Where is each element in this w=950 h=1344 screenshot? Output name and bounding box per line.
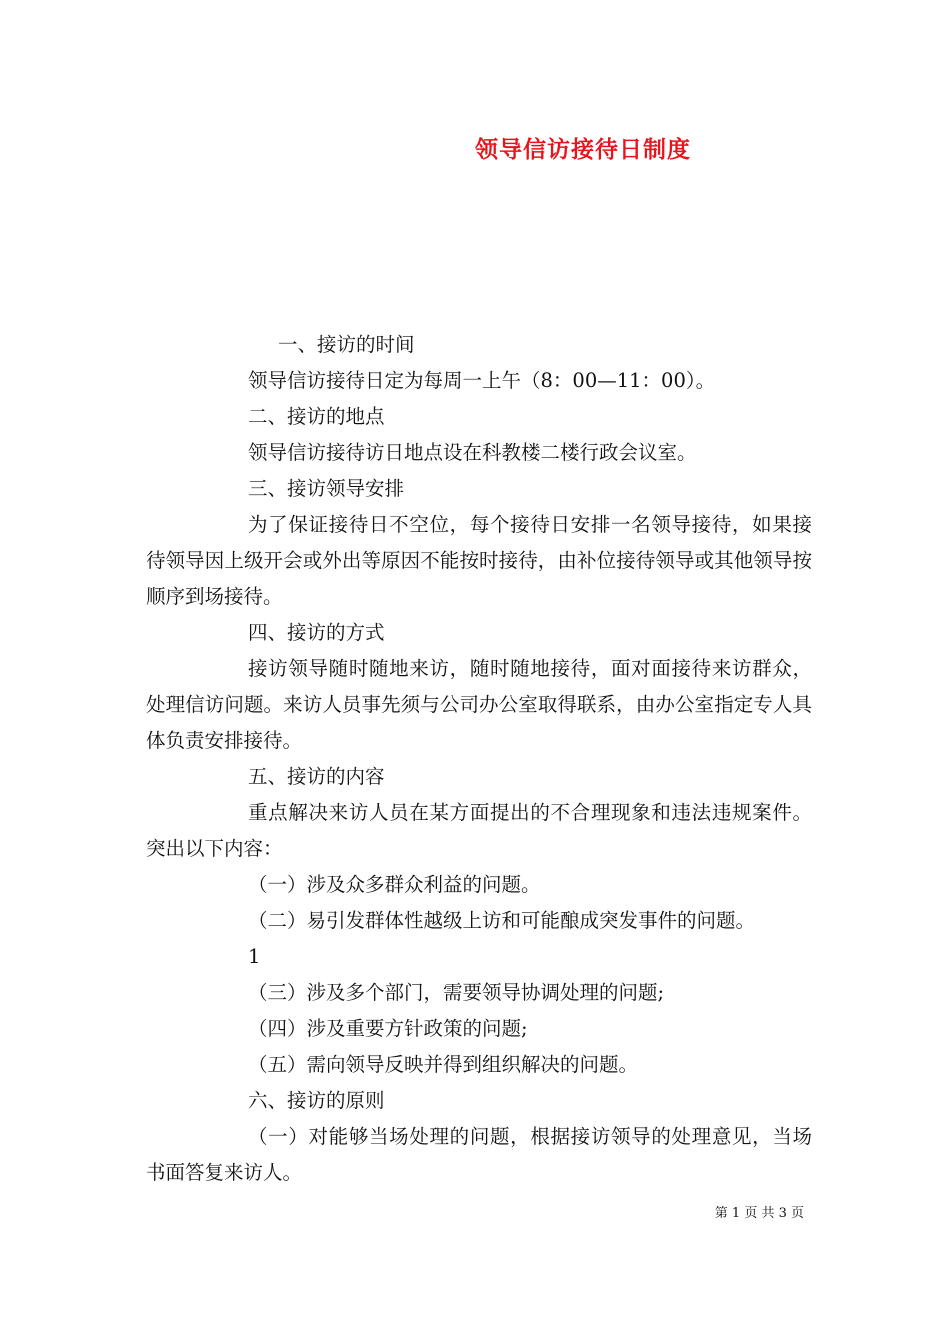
paragraph-arrangement: 为了保证接待日不空位，每个接待日安排一名领导接待，如果接待领导因上级开会或外出等原因不能按时接待，由补位接待领导或其他领导按顺序到场接待。 [146,513,812,608]
content-item-1: （一）涉及众多群众利益的问题。 [248,873,541,896]
paragraph-content: 重点解决来访人员在某方面提出的不合理现象和违法违规案件。突出以下内容： [146,801,812,860]
paragraph-time: 领导信访接待日定为每周一上午（8：00—11：00）。 [248,369,716,392]
section-heading-principle: 六、接访的原则 [248,1089,385,1112]
document-body [146,327,812,1191]
section-heading-arrangement: 三、接访领导安排 [248,477,405,500]
content-item-5: （五）需向领导反映并得到组织解决的问题。 [248,1053,639,1076]
paragraph-principle-1: （一）对能够当场处理的问题，根据接访领导的处理意见，当场书面答复来访人。 [146,1125,812,1184]
content-item-4: （四）涉及重要方针政策的问题; [248,1017,528,1040]
section-heading-time: 一、接访的时间 [278,333,415,356]
section-heading-place: 二、接访的地点 [248,405,385,428]
content-item-2: （二）易引发群体性越级上访和可能酿成突发事件的问题。 [248,909,756,932]
paragraph-place: 领导信访接待访日地点设在科教楼二楼行政会议室。 [248,441,697,464]
content-item-2-continuation: 1 [248,945,261,968]
paragraph-method: 接访领导随时随地来访，随时随地接待，面对面接待来访群众，处理信访问题。来访人员事先须与公司办公室取得联系，由办公室指定专人具体负责安排接待。 [146,657,812,752]
section-heading-method: 四、接访的方式 [248,621,385,644]
content-item-3: （三）涉及多个部门，需要领导协调处理的问题; [248,981,665,1004]
section-heading-content: 五、接访的内容 [248,765,385,788]
document-title: 领导信访接待日制度 [475,136,691,163]
page-footer: 第 1 页 共 3 页 [714,1206,804,1221]
